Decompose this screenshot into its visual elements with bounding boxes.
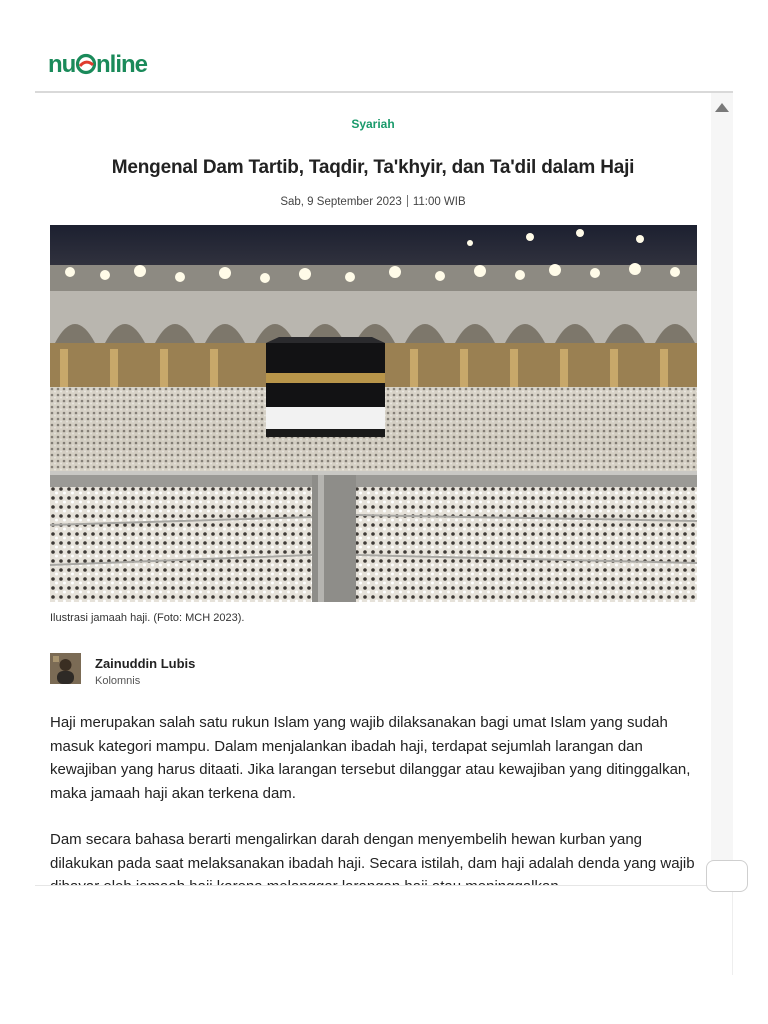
floating-action-button[interactable]: [706, 860, 748, 892]
author-avatar[interactable]: [50, 653, 81, 684]
article-category[interactable]: Syariah: [351, 117, 395, 131]
article-title: Mengenal Dam Tartib, Taqdir, Ta'khyir, dan Ta'dil dalam Haji: [111, 157, 635, 178]
page-bottom-area: [0, 885, 768, 1024]
svg-text:nline: nline: [96, 51, 148, 78]
image-caption: Ilustrasi jamaah haji. (Foto: MCH 2023).: [50, 612, 245, 624]
scrollbar[interactable]: [711, 93, 733, 885]
article-meta: [35, 195, 711, 208]
author-photo-icon: [50, 653, 81, 684]
article-content[interactable]: [35, 93, 711, 885]
article-date: Sab, 9 September 2023: [280, 196, 402, 208]
scroll-up-arrow-icon[interactable]: [715, 103, 729, 112]
article-time: 11:00 WIB: [412, 196, 466, 208]
article-paragraph: Haji merupakan salah satu rukun Islam yang wajib dilaksanakan bagi umat Islam yang sudah masuk kategori mampu. Dalam menjalankan ibadah haji, terdapat sejumlah larangan dan kewajiban yang harus ditaati. Jika larangan tersebut dilanggar atau kewajiban yang ditinggalkan, maka jamaah haji akan terkena dam.: [50, 714, 691, 802]
right-divider: [732, 885, 733, 975]
article-paragraph: Dam secara bahasa berarti mengalirkan darah dengan menyembelih hewan kurban yang dilakukan pada saat melaksanakan ibadah haji. Secara istilah, dam haji adalah denda yang wajib: [50, 831, 695, 872]
article-hero-image: [50, 225, 697, 602]
nu-online-logo[interactable]: [48, 48, 146, 80]
kaaba-shape: [266, 337, 385, 437]
bottom-divider: [35, 885, 733, 886]
kaaba-photo-icon: [50, 225, 697, 602]
author-role: Kolomnis: [95, 675, 141, 687]
meta-separator: [407, 195, 408, 207]
svg-text:nu: nu: [48, 51, 76, 78]
site-header: [0, 0, 768, 92]
logo-mark-icon: [48, 50, 146, 78]
author-name[interactable]: Zainuddin Lubis: [95, 656, 196, 671]
